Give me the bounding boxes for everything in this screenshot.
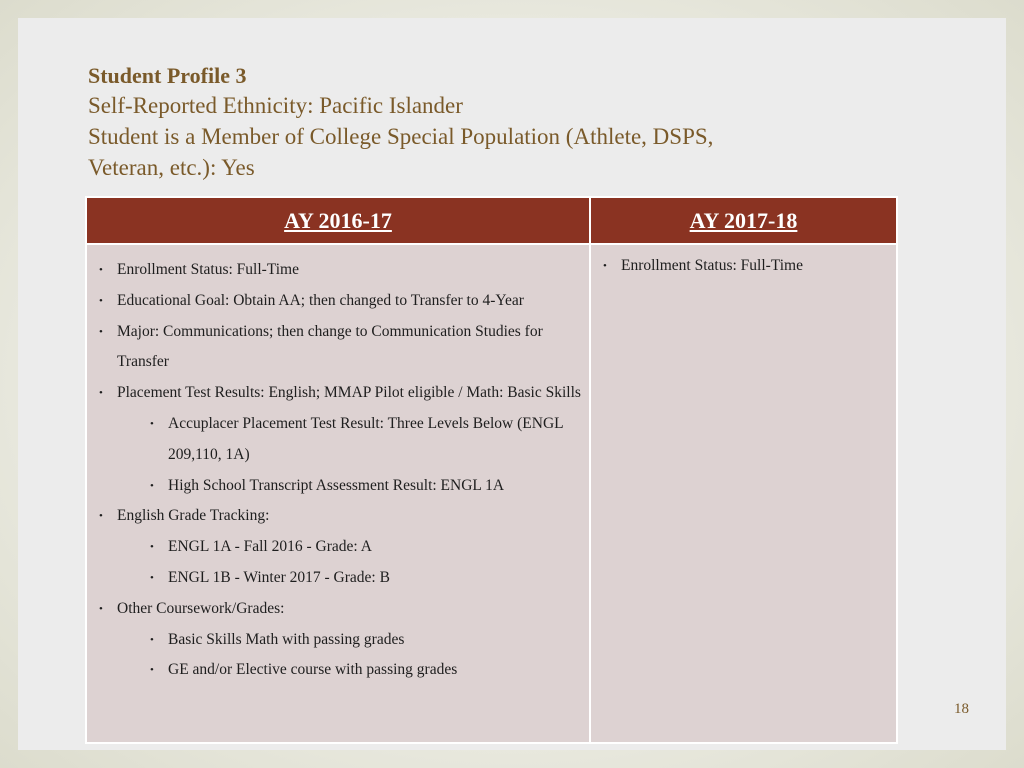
sub-bullet-list: [117, 409, 581, 501]
list-item-text: Placement Test Results: English; MMAP Pilot eligible / Math: Basic Skills: [117, 384, 581, 402]
list-item-text: Other Coursework/Grades:: [117, 599, 285, 617]
bullet-icon: •: [99, 325, 103, 338]
header-ay-2016-17: AY 2016-17: [86, 197, 590, 244]
bullet-icon: •: [99, 387, 103, 400]
header-ay-2017-18: AY 2017-18: [590, 197, 897, 244]
list-item: [97, 594, 581, 686]
sub-bullet-list: [117, 625, 581, 687]
cell-ay-2016-17: [86, 244, 590, 743]
slide-header: [88, 62, 908, 183]
sub-list-item: [148, 532, 581, 563]
profile-table: [85, 196, 898, 744]
page-number: 18: [954, 701, 969, 717]
list-item-text: Major: Communications; then change to Communication Studies for Transfer: [117, 322, 543, 371]
bullet-icon: •: [99, 294, 103, 307]
list-item: [97, 317, 581, 379]
list-item: [97, 255, 581, 286]
bullet-icon: •: [99, 510, 103, 523]
cell-ay-2017-18: [590, 244, 897, 743]
slide-title: Student Profile 3: [88, 63, 247, 88]
list-item: [601, 251, 888, 282]
sub-list-item: [148, 409, 581, 471]
col1-bullet-list: [87, 245, 589, 686]
sub-list-item: [148, 471, 581, 502]
bullet-icon: •: [99, 264, 103, 276]
sub-list-item-text: ENGL 1B - Winter 2017 - Grade: B: [168, 568, 390, 586]
bullet-icon: •: [150, 479, 154, 492]
bullet-icon: •: [150, 633, 154, 646]
subtitle-special-population: Student is a Member of College Special Population (Athlete, DSPS,: [88, 124, 714, 149]
bullet-icon: •: [150, 664, 154, 677]
bullet-icon: •: [150, 541, 154, 554]
sub-list-item-text: High School Transcript Assessment Result: ENGL 1A: [168, 476, 505, 494]
sub-list-item-text: ENGL 1A - Fall 2016 - Grade: A: [168, 538, 372, 556]
list-item-text: English Grade Tracking:: [117, 507, 270, 525]
sub-list-item-text: Accuplacer Placement Test Result: Three Levels Below (ENGL 209,110, 1A): [168, 414, 564, 463]
subtitle-ethnicity: Self-Reported Ethnicity: Pacific Islander: [88, 93, 463, 118]
sub-list-item: [148, 655, 581, 686]
list-item: [97, 501, 581, 593]
list-item: [97, 378, 581, 501]
bullet-icon: •: [150, 571, 154, 584]
bullet-icon: •: [603, 260, 607, 272]
sub-bullet-list: [117, 532, 581, 594]
subtitle-special-population-cont: Veteran, etc.): Yes: [88, 155, 255, 180]
list-item: [97, 286, 581, 317]
list-item-text: Educational Goal: Obtain AA; then changed to Transfer to 4-Year: [117, 291, 524, 309]
col2-bullet-list: [591, 245, 896, 282]
sub-list-item: [148, 563, 581, 594]
sub-list-item-text: GE and/or Elective course with passing grades: [168, 661, 458, 679]
bullet-icon: •: [150, 417, 154, 430]
sub-list-item-text: Basic Skills Math with passing grades: [168, 630, 405, 648]
list-item-text: Enrollment Status: Full-Time: [621, 257, 803, 274]
bullet-icon: •: [99, 602, 103, 615]
list-item-text: Enrollment Status: Full-Time: [117, 261, 299, 278]
sub-list-item: [148, 625, 581, 656]
